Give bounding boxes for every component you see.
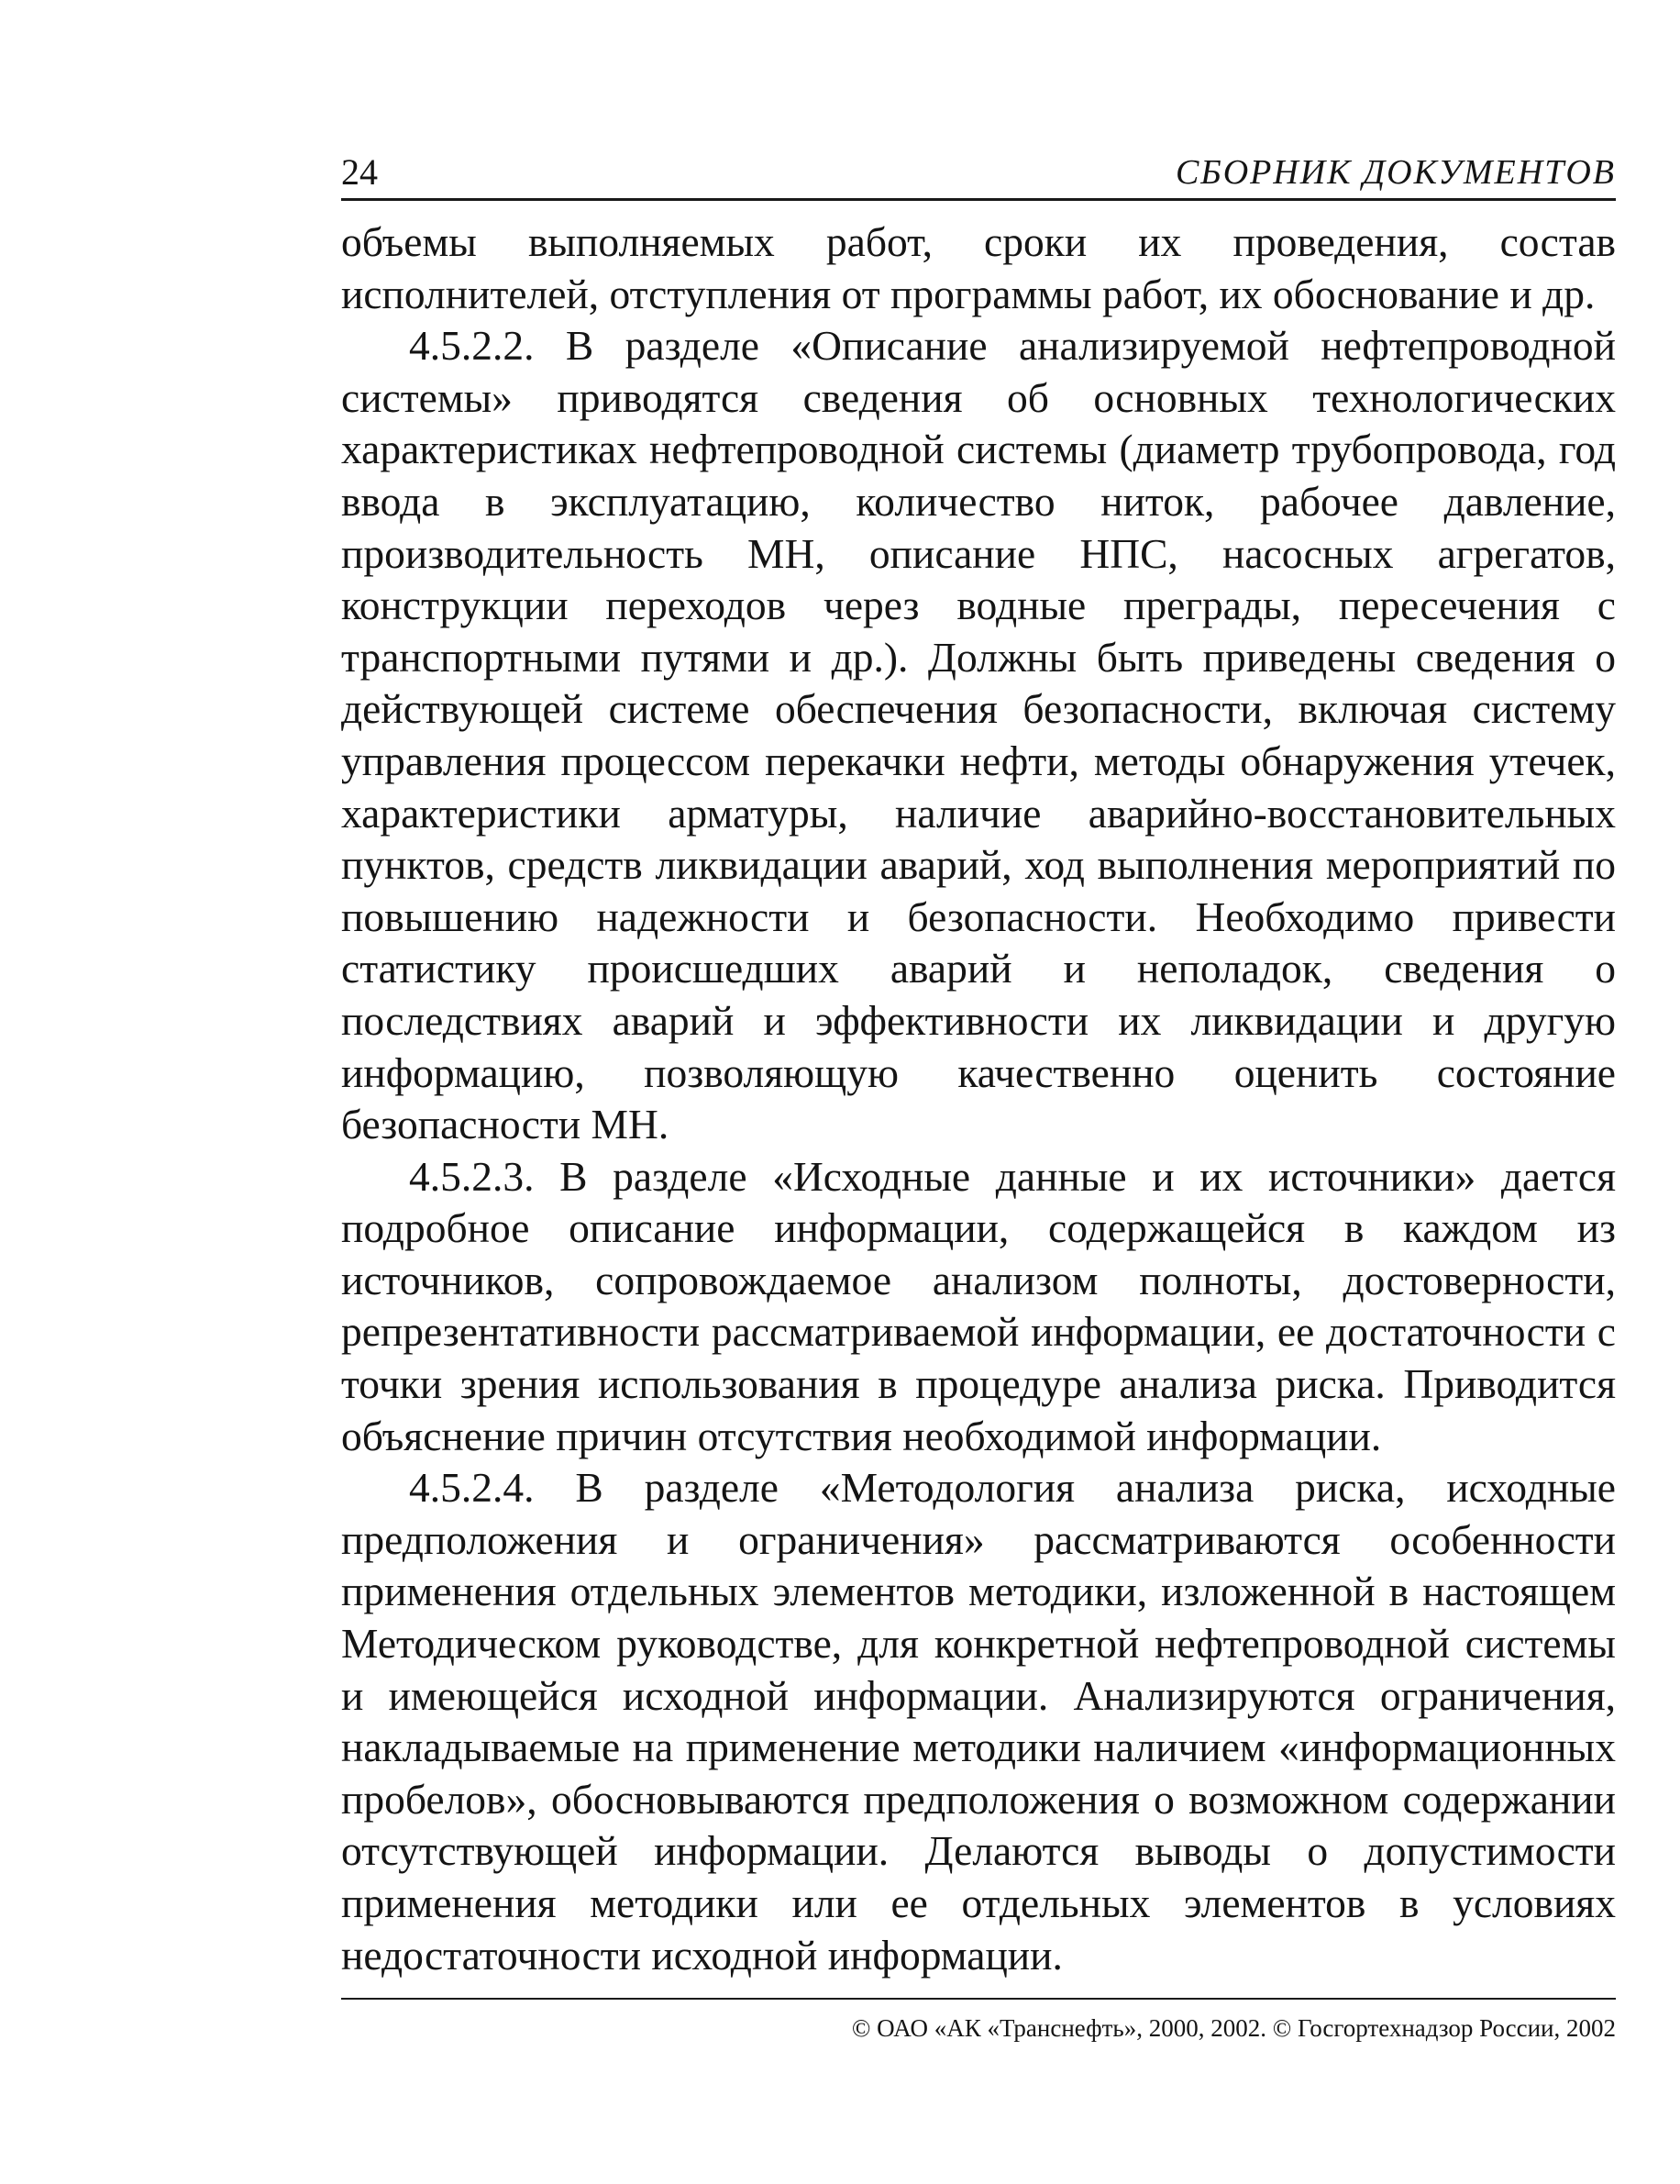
copyright-footer: © ОАО «АК «Транснефть», 2000, 2002. © Госгортехнадзор России, 2002 xyxy=(851,2014,1616,2042)
footer-divider xyxy=(341,1998,1616,2000)
paragraph-4-5-2-2: 4.5.2.2. В разделе «Описание анализируемой нефтепроводной системы» приводятся сведения об основных технологических характеристиках нефтепроводной системы (диаметр трубопровода, год ввода в эксплуатацию, количество ниток, рабочее давление, производительность МН, описание НПС, насосных агрегатов, конструкции переходов через водные преграды, пересечения с транспортными путями и др.). Должны быть приведены сведения о действующей системе обеспечения безопасности, включая систему управления процессом перекачки нефти, методы обнаружения утечек, характеристики арматуры, наличие аварийно-восстановительных пунктов, средств ликвидации аварий, ход выполнения мероприятий по повышению надежности и безопасности. Необходимо привести статистику происшедших аварий и неполадок, сведения о последствиях аварий и эффективности их ликвидации и другую информацию, позволяющую качественно оценить состояние безопасности МН. xyxy=(341,322,1616,1148)
page-header xyxy=(341,147,1616,201)
running-head: СБОРНИК ДОКУМЕНТОВ xyxy=(1175,153,1616,192)
page-number: 24 xyxy=(341,151,378,193)
paragraph-4-5-2-4: 4.5.2.4. В разделе «Методология анализа риска, исходные предположения и ограничения» рассматриваются особенности применения отдельных элементов методики, изложенной в настоящем Методическом руководстве, для конкретной нефтепроводной системы и имеющейся исходной информации. Анализируются ограничения, накладываемые на применение методики наличием «информационных пробелов», обосновываются предположения о возможном содержании отсутствующей информации. Делаются выводы о допустимости применения методики или ее отдельных элементов в условиях недостаточности исходной информации. xyxy=(341,1464,1616,1979)
paragraph-4-5-2-3: 4.5.2.3. В разделе «Исходные данные и их источники» дается подробное описание информации, содержащейся в каждом из источников, сопровождаемое анализом полноты, достоверности, репрезентативности рассматриваемой информации, ее достаточности с точки зрения использования в процедуре анализа риска. Приводится объяснение причин отсутствия необходимой информации. xyxy=(341,1152,1616,1459)
document-body xyxy=(341,216,1616,1981)
paragraph-continuation: объемы выполняемых работ, сроки их проведения, состав исполнителей, отступления от программы работ, их обоснование и др. xyxy=(341,218,1616,317)
